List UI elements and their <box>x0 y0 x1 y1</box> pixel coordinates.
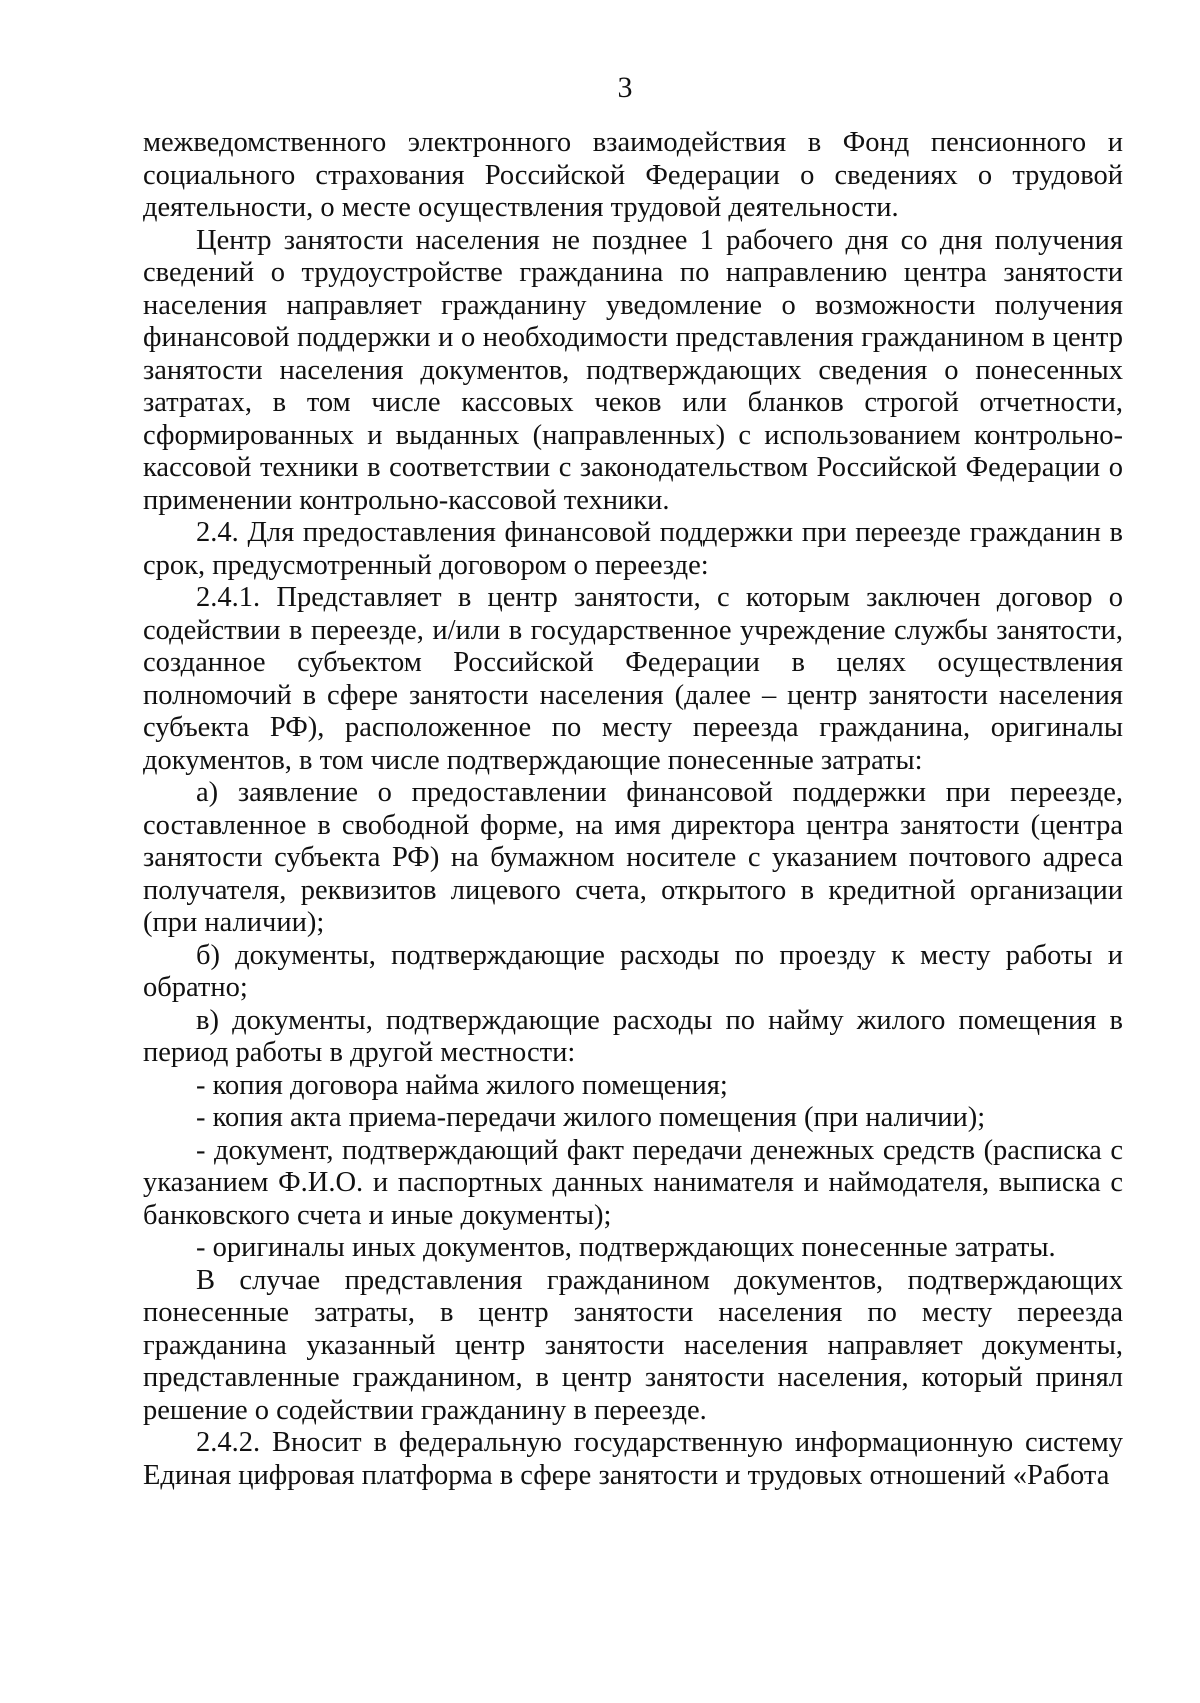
paragraph: В случае представления гражданином документов, подтверждающих понесенные затраты, в центр занятости населения по месту переезда гражданина указанный центр занятости населения направляет документы, представленные гражданином, в центр занятости населения, который принял решение о содействии гражданину в переезде. <box>143 1264 1123 1426</box>
paragraph: межведомственного электронного взаимодействия в Фонд пенсионного и социального страхования Российской Федерации о сведениях о трудовой деятельности, о месте осуществления трудовой деятельности. <box>143 127 1123 223</box>
dash-item: - копия договора найма жилого помещения; <box>196 1069 728 1101</box>
dash-item: - оригиналы иных документов, подтверждающих понесенные затраты. <box>196 1232 1056 1263</box>
list-item-v: в) документы, подтверждающие расходы по найму жилого помещения в период работы в другой местности: <box>143 1004 1123 1068</box>
dash-item: - документ, подтверждающий факт передачи денежных средств (расписка с указанием Ф.И.О. и паспортных данных нанимателя и наймодателя, выписка с банковского счета и иные документы); <box>143 1134 1123 1231</box>
document-body <box>143 127 1123 1492</box>
dash-item: - копия акта приема-передачи жилого помещения (при наличии); <box>196 1102 986 1133</box>
section-2-4: 2.4. Для предоставления финансовой поддержки при переезде гражданин в срок, предусмотренный договором о переезде: <box>143 517 1123 581</box>
list-item-a: а) заявление о предоставлении финансовой поддержки при переезде, составленное в свободной форме, на имя директора центра занятости (центра занятости субъекта РФ) на бумажном носителе с указанием почтового адреса получателя, реквизитов лицевого счета, открытого в кредитной организации (при наличии); <box>143 777 1123 938</box>
paragraph: Центр занятости населения не позднее 1 рабочего дня со дня получения сведений о трудоустройстве гражданина по направлению центра занятости населения направляет гражданину уведомление о возможности получения финансовой поддержки и о необходимости представления гражданином в центр занятости населения документов, подтверждающих сведения о понесенных затратах, в том числе кассовых чеков или бланков строгой отчетности, сформированных и выданных (направленных) с использованием контрольно-кассовой техники в соответствии с законодательством Российской Федерации о применении контрольно-кассовой техники. <box>143 224 1123 516</box>
list-item-b: б) документы, подтверждающие расходы по проезду к месту работы и обратно; <box>143 939 1123 1003</box>
page-number: 3 <box>617 71 633 104</box>
section-2-4-1: 2.4.1. Представляет в центр занятости, с которым заключен договор о содействии в переезде, и/или в государственное учреждение службы занятости, созданное субъектом Российской Федерации в целях осуществления полномочий в сфере занятости населения (далее – центр занятости населения субъекта РФ), расположенное по месту переезда гражданина, оригиналы документов, в том числе подтверждающие понесенные затраты: <box>143 582 1123 776</box>
section-2-4-2: 2.4.2. Вносит в федеральную государственную информационную систему Единая цифровая платформа в сфере занятости и трудовых отношений «Работа <box>143 1427 1123 1491</box>
